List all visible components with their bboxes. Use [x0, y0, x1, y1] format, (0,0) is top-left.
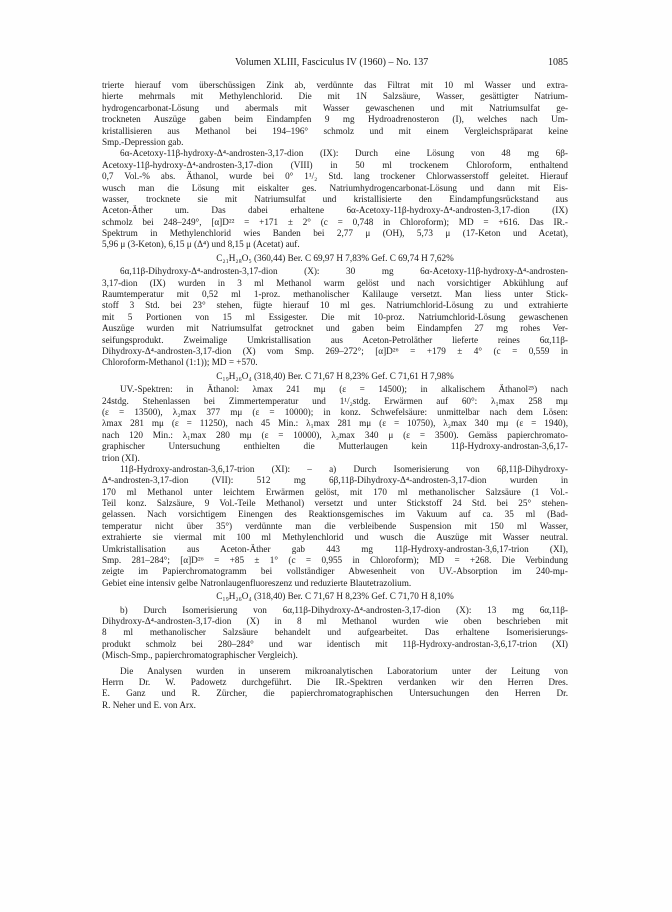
text-line: 170 ml Methanol unter leichtem Erwärmen gelöst, mit 170 ml methanolischer Salzsäure (1 Vol.-: [102, 486, 568, 497]
running-title: Volumen XLIII, Fasciculus IV (1960) – No. 137: [235, 57, 429, 68]
text-line: 11β-Hydroxy-androstan-3,6,17-trion (XI): – a) Durch Isomerisierung von 6β,11β-Dihydroxy-: [120, 463, 568, 474]
text-line: Gebiet eine intensiv gelbe Natronlaugenfluoreszenz und reduzierte Blautetrazolium.: [102, 577, 412, 588]
text-line: Herrn Dr. W. Padowetz durchgeführt. Die IR.-Spektren verdanken wir den Herren Dres.: [102, 676, 568, 687]
text-line: Umkristallisation aus Aceton-Äther gab 443 mg 11β-Hydroxy-androstan-3,6,17-trion (XI),: [102, 543, 568, 554]
text-line: 0,7 Vol.-% abs. Äthanol, wurde bei 0° 1¹/₂ Std. lang trockener Chlorwasserstoff geleitet. Hierauf: [102, 171, 568, 182]
elemental-analysis: C₂₁H₂₈O₅ (360,44) Ber. C 69,97 H 7,83% Gef. C 69,74 H 7,62%: [216, 252, 454, 263]
text-line: Smp.-Depression gab.: [102, 136, 184, 147]
text-line: wasser, trocknete sie mit Natriumsulfat und kristallisierte den Eindampfungsrückstand aus: [102, 193, 568, 204]
text-line: Acetoxy-11β-hydroxy-Δ⁴-androsten-3,17-dion (VIII) in 50 ml trockenem Chloroform, enthaltend: [102, 159, 568, 170]
elemental-analysis: C₁₉H₂₆O₄ (318,40) Ber. C 71,67 H 8,23% Gef. C 71,70 H 8,10%: [216, 591, 454, 602]
text-line: trion (XI).: [102, 452, 140, 463]
text-line: Δ⁴-androsten-3,17-dion (VII): 512 mg 6β,11β-Dihydroxy-Δ⁴-androsten-3,17-dion wurden in: [102, 475, 568, 486]
text-line: wusch man die Lösung mit eiskalter ges. Natriumhydrogencarbonat-Lösung und dann mit Eis-: [102, 182, 568, 193]
text-line: Teil konz. Salzsäure, 9 Vol.-Teile Methanol) versetzt und unter Stickstoff 24 Std. bei 25° stehen-: [102, 498, 568, 509]
text-line: 6α-Acetoxy-11β-hydroxy-Δ⁴-androsten-3,17-dion (IX): Durch eine Lösung von 48 mg 6β-: [120, 148, 568, 159]
text-line: 5,96 μ (3-Keton), 6,15 μ (Δ⁴) und 8,15 μ (Acetat) auf.: [102, 239, 300, 250]
text-line: gelassen. Nach vorsichtigem Einengen des Reaktionsgemisches im Vakuum auf ca. 35 ml (Bad-: [102, 509, 568, 520]
text-line: Spektrum in Methylenchlorid wies Banden bei 2,77 μ (OH), 5,73 μ (17-Keton und Acetat),: [102, 228, 568, 239]
text-line: Auszüge wurden mit Natriumsulfat getrocknet und gaben beim Eindampfen 27 mg rohes Ver-: [102, 323, 568, 334]
text-line: seifungsprodukt. Zweimalige Umkristallisation aus Aceton-Petroläther lieferte reines 6α,11β-: [102, 334, 568, 345]
text-line: (ε = 13500), λ₂max 377 mμ (ε = 10000); in konz. Schwefelsäure: unmittelbar nach dem Lösen:: [102, 406, 568, 417]
text-line: nach 120 Min.: λ₁max 280 mμ (ε = 10000), λ₂max 340 μ (ε = 3500). Gemäss papierchromato-: [102, 429, 568, 440]
text-line: Dihydroxy-Δ⁴-androsten-3,17-dion (X) vom Smp. 269–272°; [α]D²⁶ = +179 ± 4° (c = 0,559 in: [102, 345, 568, 356]
text-line: R. Neher und E. von Arx.: [102, 699, 196, 710]
text-line: schmolz bei 248–249°, [α]D²² = +171 ± 2° (c = 0,748 in Chloroform); MD = +616. Das IR.-: [102, 216, 568, 227]
text-line: produkt schmolz bei 280–284° und war identisch mit 11β-Hydroxy-androstan-3,6,17-trion (XI): [102, 638, 568, 649]
text-line: 24stdg. Stehenlassen bei Zimmertemperatur und 1¹/₂stdg. Erwärmen auf 60°: λ₁max 258 mμ: [102, 395, 568, 406]
page-number: 1085: [548, 57, 568, 68]
text-line: hydrogencarbonat-Lösung und abermals mit Wasser gewaschenen und mit Natriumsulfat ge-: [102, 102, 568, 113]
text-line: 8 ml methanolischer Salzsäure behandelt und aufgearbeitet. Das erhaltene Isomerisierungs-: [102, 627, 568, 638]
text-line: graphischer Untersuchung enthielten die Mutterlaugen kein 11β-Hydroxy-androstan-3,6,17-: [102, 441, 568, 452]
text-line: trockneten Auszüge gaben beim Eindampfen 9 mg Hydroadrenosteron (I), welches nach Um-: [102, 114, 568, 125]
text-line: kristallisieren aus Methanol bei 194–196° schmolz und mit einem Vergleichspräparat keine: [102, 125, 568, 136]
article-body: [102, 80, 568, 711]
page-header: [102, 56, 568, 70]
text-line: Raumtemperatur mit 0,52 ml 1-proz. methanolischer Kalilauge versetzt. Man liess unter Stick-: [102, 289, 568, 300]
text-line: λmax 281 mμ (ε = 11250), nach 45 Min.: λ₁max 281 mμ (ε = 10750), λ₂max 340 mμ (ε = 1940),: [102, 418, 568, 429]
text-line: trierte hierauf vom überschüssigen Zink ab, verdünnte das Filtrat mit 10 ml Wasser und extra-: [102, 80, 568, 90]
text-line: 6α,11β-Dihydroxy-Δ⁴-androsten-3,17-dion (X): 30 mg 6α-Acetoxy-11β-hydroxy-Δ⁴-androsten-: [120, 266, 568, 277]
text-line: (Misch-Smp., papierchromatographischer Vergleich).: [102, 650, 298, 661]
text-line: E. Ganz und R. Zürcher, die papierchromatographischen Untersuchungen den Herren Dr.: [102, 688, 568, 699]
text-line: stoff 3 Std. bei 23° stehen, fügte hierauf 10 ml ges. Natriumchlorid-Lösung zu und extrahierte: [102, 300, 568, 311]
text-line: zeigte im Papierchromatogramm bei vollständiger Abwesenheit von UV.-Absorption im 240-mμ-: [102, 566, 568, 577]
text-line: Aceton-Äther um. Das dabei erhaltene 6α-Acetoxy-11β-hydroxy-Δ⁴-androsten-3,17-dion (IX): [102, 205, 568, 216]
text-line: Chloroform-Methanol (1:1)); MD = +570.: [102, 357, 258, 368]
text-line: extrahierte sie viermal mit 100 ml Methylenchlorid und wusch die Auszüge mit Wasser neutral.: [102, 532, 568, 543]
text-line: UV.-Spektren: in Äthanol: λmax 241 mμ (ε = 14500); in alkalischem Äthanol²⁵) nach: [120, 384, 568, 395]
elemental-analysis: C₁₉H₂₆O₄ (318,40) Ber. C 71,67 H 8,23% Gef. C 71,61 H 7,98%: [216, 370, 454, 381]
text-line: Dihydroxy-Δ⁴-androsten-3,17-dion (X) in 8 ml Methanol wurden wie oben beschrieben mit: [102, 615, 568, 626]
text-line: b) Durch Isomerisierung von 6α,11β-Dihydroxy-Δ⁴-androsten-3,17-dion (X): 13 mg 6α,11β-: [120, 604, 568, 615]
text-line: 3,17-dion (IX) wurden in 3 ml Methanol warm gelöst und nach vorsichtiger Abkühlung auf: [102, 277, 568, 288]
text-line: temperatur nicht über 35°) verdünnte man die verbleibende Suspension mit 150 ml Wasser,: [102, 520, 568, 531]
text-line: mit 5 Portionen von 15 ml Essigester. Die mit 10-proz. Natriumchlorid-Lösung gewaschenen: [102, 311, 568, 322]
text-line: Smp. 281–284°; [α]D²⁶ = +85 ± 1° (c = 0,955 in Chloroform); MD = +268. Die Verbindung: [102, 555, 568, 566]
text-line: hierte mehrmals mit Methylenchlorid. Die mit 1N Salzsäure, Wasser, gesättigter Natrium-: [102, 91, 568, 102]
text-line: Die Analysen wurden in unserem mikroanalytischen Laboratorium unter der Leitung von: [120, 665, 568, 676]
